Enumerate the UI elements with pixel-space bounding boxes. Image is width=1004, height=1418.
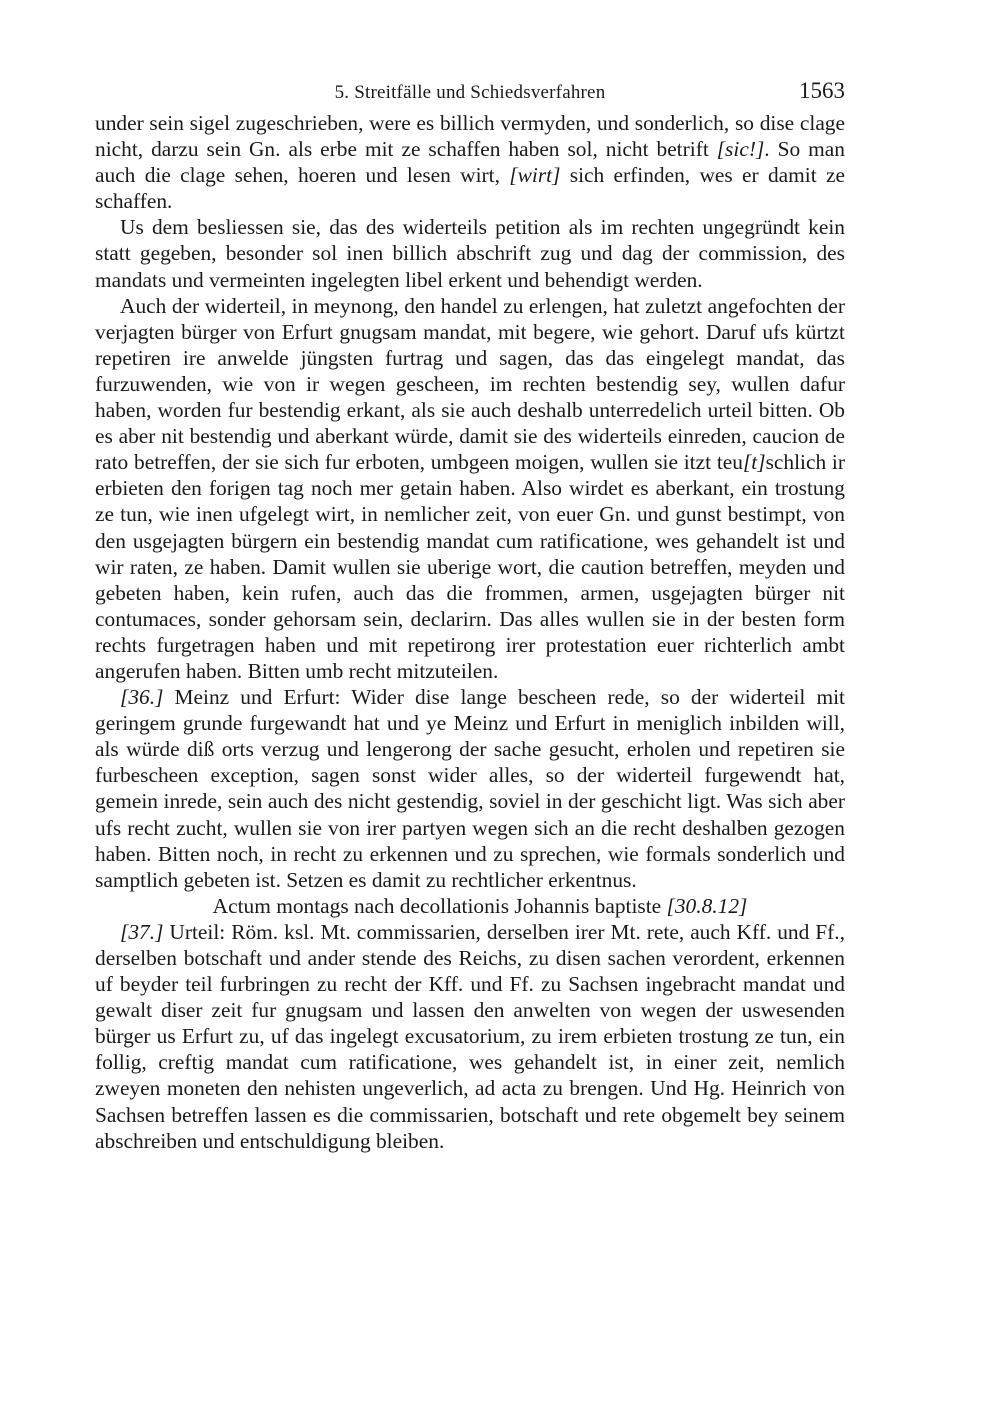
editorial-note: [sic!] — [716, 137, 765, 162]
text-run: Auch der widerteil, in meynong, den handel zu erlengen, hat zuletzt angefochten der verjagten bürger von Erfurt gnugsam mandat, mit begere, wie gehort. Daruf ufs kürtzt repetiren ire anwelde jüngsten furtrag und sagen, das das eingelegt mandat, das furzuwenden, wie von ir wegen gescheen, im rechten bestendig sey, wullen dafur haben, worden fur bestendig erkant, als sie auch deshalb unterredelich urteil bitten. Ob es aber nit bestendig und aberkant würde, damit sie des widerteils einreden, caucion de rato betreffen, der sie sich fur erboten, umbgeen moigen, wullen sie itzt teu — [95, 293, 845, 475]
paragraph: Us dem besliessen sie, das des widerteils petition als im rechten ungegründt kein statt gegeben, besonder sol inen billich abschrift zug und dag der commission, des mandats und vermeinten ingelegten libel erkent und behendigt werden. — [95, 215, 845, 292]
text-run: . So man auch die clage sehen, hoeren und lesen wirt, — [95, 137, 845, 188]
text-run: sich erfinden, wes er damit ze schaffen. — [95, 163, 845, 214]
page-number: 1563 — [799, 78, 845, 103]
text-run: Actum montags nach decollationis Johannis baptiste — [212, 893, 667, 918]
section-number: [37.] — [120, 919, 164, 944]
text-run: Urteil: Röm. ksl. Mt. commissarien, derselben irer Mt. rete, auch Kff. und Ff., derselben botschaft und ander stende des Reichs, zu disen sachen verordent, erkennen uf beyder teil furbringen zu recht der Kff. und Ff. zu Sachsen ingebracht mandat und gewalt diser zeit fur gnugsam und lassen den anwelten von wegen der uswesenden bürger us Erfurt zu, uf das ingelegt excusatorium, zu irem erbieten trostung ze tun, ein follig, creftig mandat cum ratificatione, wes gehandelt ist, in einer zeit, nemlich zweyen moneten den nehisten ungeverlich, ad acta zu brengen. Und Hg. Heinrich von Sachsen betreffen lassen es die commissarien, botschaft und rete obgemelt bey seinem abschreiben und entschuldigung bleiben. — [95, 919, 845, 1153]
running-title: 5. Streitfälle und Schiedsverfahren — [334, 82, 606, 103]
text-run: schlich ir erbieten den forigen tag noch mer getain haben. Also wirdet es aberkant, ein trostung ze tun, wie inen ufgelegt wirt, in nemlicher zeit, von euer Gn. und gunst bestimpt, von den usgejagten bürgern ein bestendig mandat cum ratificatione, wes gehandelt ist und wir raten, ze haben. Damit wullen sie uberige wort, die caution betreffen, meyden und gebeten haben, kein rufen, auch das die frommen, armen, usgejagten bürger nit contumaces, sonder gehorsam sein, declarirn. Das alles wullen sie in der besten form rechts furgetragen haben und mit repetirong irer protestation euer richterlich ambt angerufen haben. Bitten umb recht mitzuteilen. — [95, 450, 845, 683]
paragraph-section-37 — [95, 919, 845, 1154]
editorial-date: [30.8.12] — [666, 893, 748, 918]
text-run: Meinz und Erfurt: Wider dise lange bescheen rede, so der widerteil mit geringem grunde furgewandt hat und ye Meinz und Erfurt in meniglich inbilden will, als würde diß orts verzug und lengerong der sache gesucht, erholen und repetiren sie furbescheen exception, sagen sonst wider alles, so der widerteil furgewendt hat, gemein inrede, sein auch des nicht gestendig, soviel in der geschicht ligt. Was sich aber ufs recht zucht, wullen sie von irer partyen wegen sich an die recht deshalben gezogen haben. Bitten noch, in recht zu erkennen und zu sprechen, wie formals sonderlich und samptlich gebeten ist. Setzen es damit zu rechtlicher erkentnus. — [95, 685, 845, 892]
dated-heading — [95, 893, 845, 919]
body-text — [95, 110, 845, 1154]
paragraph-section-36 — [95, 684, 845, 893]
editorial-note: [wirt] — [509, 163, 561, 188]
section-number: [36.] — [120, 685, 164, 710]
paragraph-continuation — [95, 110, 845, 214]
editorial-note: [t] — [742, 450, 766, 475]
text-run: under sein sigel zugeschrieben, were es billich vermyden, und sonderlich, so dise clage nicht, darzu sein Gn. als erbe mit ze schaffen haben sol, nicht betrift — [95, 111, 845, 162]
document-page — [95, 76, 845, 1154]
paragraph — [95, 293, 845, 684]
running-head — [95, 76, 845, 110]
